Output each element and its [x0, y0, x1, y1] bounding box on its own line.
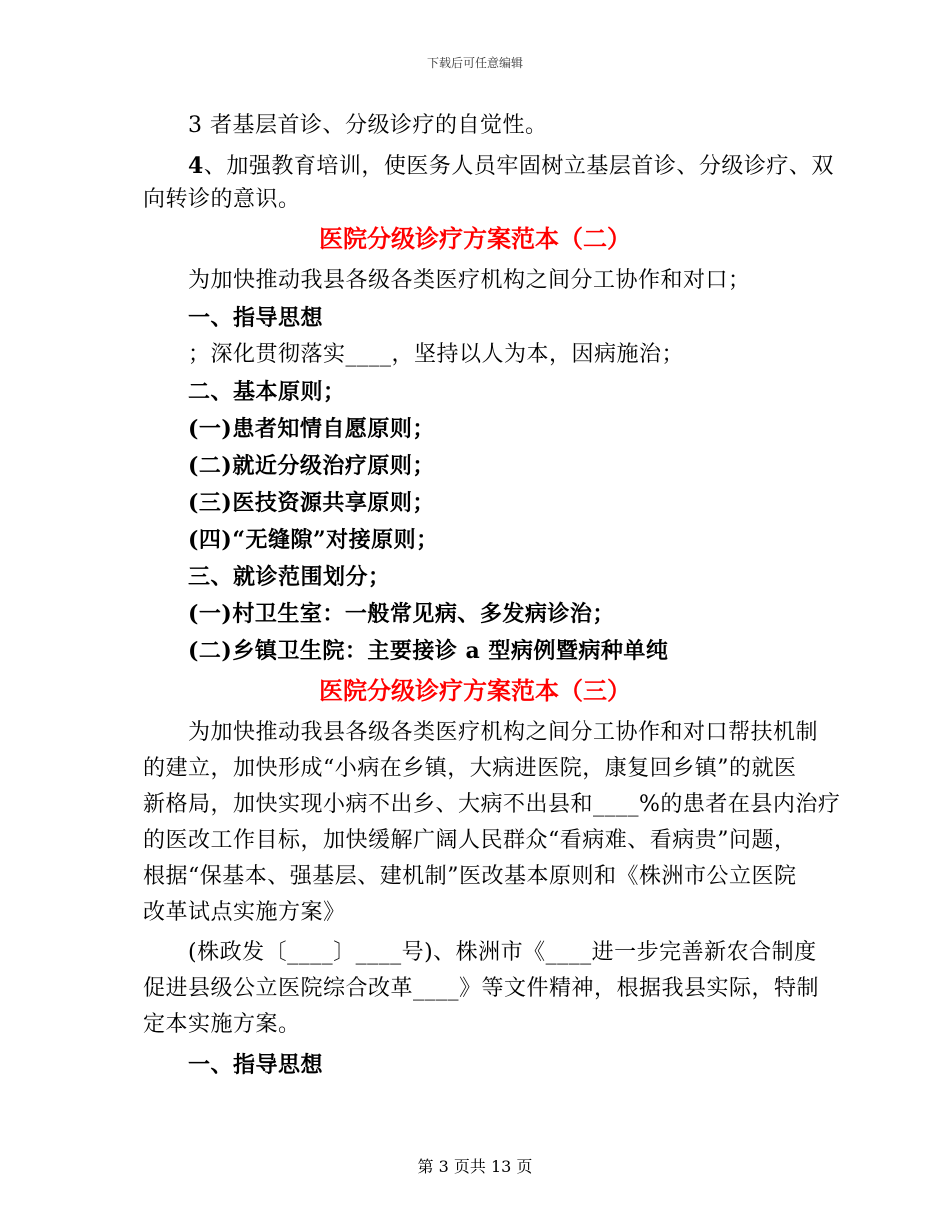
principle-item: (二)就近分级治疗原则； [188, 453, 435, 479]
paragraph-line: 促进县级公立医院综合改革____》等文件精神，根据我县实际，特制 [143, 976, 820, 1001]
paragraph-line: 的建立，加快形成“小病在乡镇，大病进医院，康复回乡镇”的就医 [143, 756, 797, 781]
principle-item: (一)患者知情自愿原则； [188, 416, 435, 442]
paragraph-line: 定本实施方案。 [143, 1012, 301, 1037]
heading-basic-principles: 二、基本原则； [188, 379, 346, 405]
item-4-line-2: 向转诊的意识。 [143, 187, 301, 212]
paragraph-line: 为加快推动我县各级各类医疗机构之间分工协作和对口帮扶机制 [188, 720, 819, 745]
intro-paragraph: 为加快推动我县各级各类医疗机构之间分工协作和对口； [188, 268, 751, 293]
section-title: 医院分级诊疗方案范本（二） [319, 224, 631, 253]
paragraph-line: 的医改工作目标，加快缓解广阔人民群众“看病难、看病贵”问题， [143, 828, 797, 853]
paragraph-line: 根据“保基本、强基层、建机制”医改基本原则和《株洲市公立医院 [143, 864, 797, 889]
paragraph-line: 新格局，加快实现小病不出乡、大病不出县和____%的患者在县内治疗 [143, 792, 841, 817]
paragraph-line: 改革试点实施方案》 [143, 900, 346, 925]
paragraph-line: ；深化贯彻落实____，坚持以人为本，因病施治； [188, 342, 685, 367]
paragraph-line: 3 者基层首诊、分级诊疗的自觉性。 [188, 113, 548, 138]
section-title: 医院分级诊疗方案范本（三） [319, 676, 631, 705]
scope-item: (一)村卫生室：一般常见病、多发病诊治； [188, 601, 615, 627]
page-footer: 第 3 页共 13 页 [417, 1157, 533, 1176]
heading-guiding-thought: 一、指导思想 [188, 305, 324, 331]
principle-item: (四)“无缝隙”对接原则； [188, 527, 439, 553]
principle-item: (三)医技资源共享原则； [188, 490, 435, 516]
heading-guiding-thought: 一、指导思想 [188, 1052, 324, 1078]
item-4-text: 、加强教育培训，使医务人员牢固树立基层首诊、分级诊疗、双 [203, 154, 834, 179]
scope-item: (二)乡镇卫生院：主要接诊 a 型病例暨病种单纯 [188, 638, 669, 664]
heading-scope: 三、就诊范围划分； [188, 564, 391, 590]
item-4-line-1 [143, 150, 868, 182]
item-number: 4 [188, 153, 204, 179]
page-header: 下载后可任意编辑 [426, 56, 523, 70]
paragraph-line: (株政发〔____〕____号)、株洲市《____进一步完善新农合制度 [188, 940, 817, 965]
